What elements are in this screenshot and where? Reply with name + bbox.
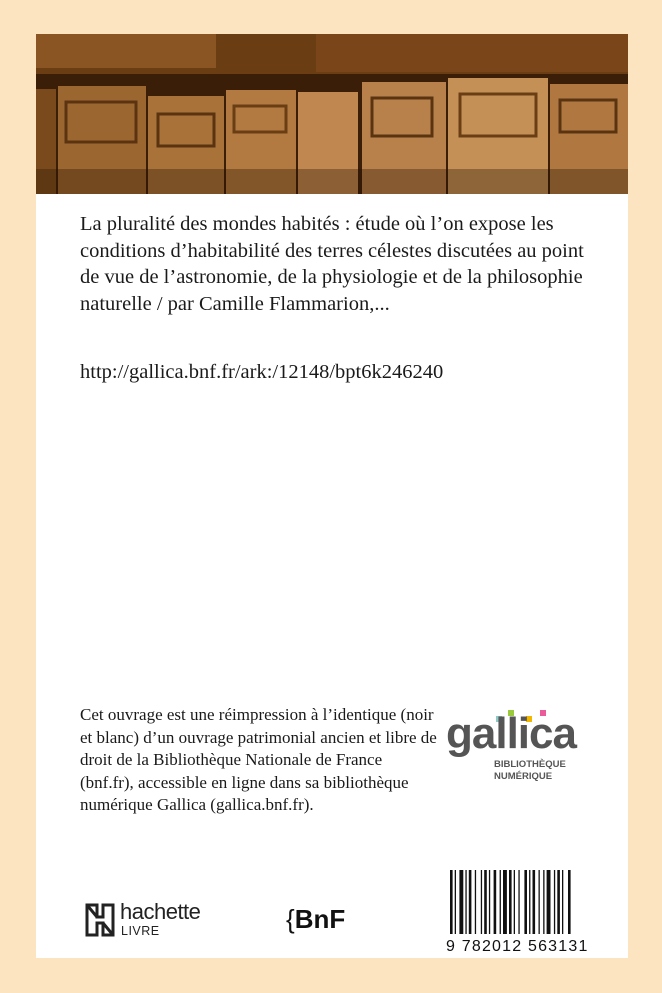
gallica-subtitle-line1: BIBLIOTHÈQUE [494,759,566,770]
source-url: http://gallica.bnf.fr/ark:/12148/bpt6k246240 [80,361,444,383]
hachette-icon [84,902,116,938]
bnf-logo [286,904,345,934]
book-title: La pluralité des mondes habités : étude où l’on expose les conditions d’habitabilité des terres célestes discutées au point de vue de l’astronomie, de la physiologie et de la philosophie naturelle / par Camille Flammarion,... [80,213,584,315]
gallica-wordmark: gallica [446,709,576,758]
gallica-subtitle [494,759,566,783]
bnf-bracket-icon: { [286,904,295,934]
back-cover [36,34,628,958]
hachette-subtitle: LIVRE [121,924,160,938]
book-spines-banner [36,34,628,194]
gallica-subtitle-line2: NUMÉRIQUE [494,771,553,782]
bnf-wordmark: BnF [294,904,346,934]
isbn-number: 9 782012 563131 [446,938,589,955]
gallica-logo [446,706,586,786]
hachette-wordmark: hachette [120,899,201,924]
isbn-barcode [446,870,596,956]
reprint-notice: Cet ouvrage est une réimpression à l’identique (noir et blanc) d’un ouvrage patrimonial ancien et libre de droit de la Bibliothèque Nationale de France (bnf.fr), accessible en ligne dans sa bibliothèque numérique Gallica (gallica.bnf.fr). [80,705,437,814]
barcode-bars [446,870,596,936]
